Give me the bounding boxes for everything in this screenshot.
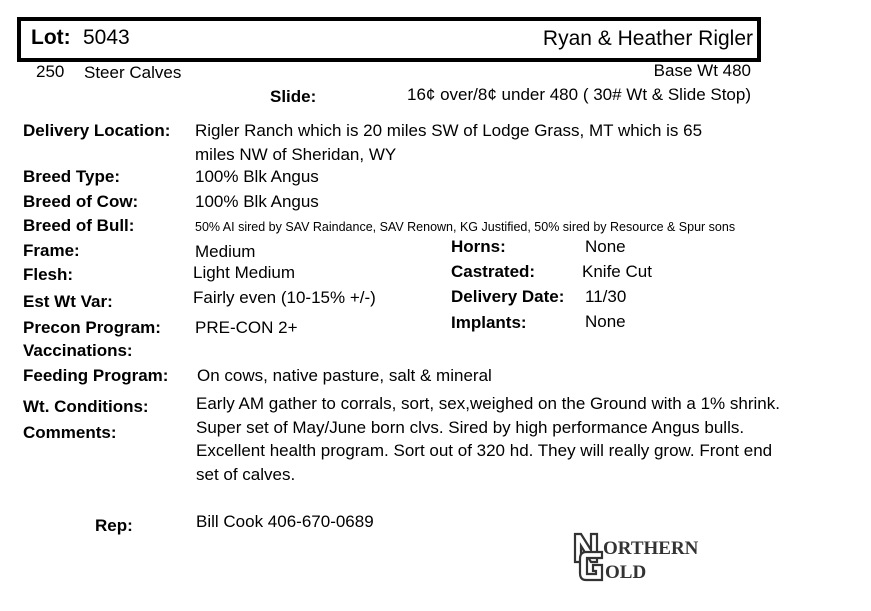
comments-line: set of calves. [196, 464, 296, 484]
northern-gold-logo [572, 532, 707, 584]
est-wt-var-label: Est Wt Var: [23, 292, 113, 311]
delivery-location-label: Delivery Location: [23, 121, 171, 140]
feeding-program-value: On cows, native pasture, salt & mineral [197, 366, 492, 385]
base-weight: Base Wt 480 [653, 61, 751, 80]
comments-line: Super set of May/June born clvs. Sired by high performance Angus bulls. [196, 417, 745, 437]
implants-value: None [585, 312, 626, 331]
castrated-label: Castrated: [451, 262, 536, 281]
rep-value: Bill Cook 406-670-0689 [196, 512, 374, 531]
delivery-location-line: Rigler Ranch which is 20 miles SW of Lodge Grass, MT which is 65 [195, 121, 703, 140]
horns-label: Horns: [451, 237, 506, 256]
wt-conditions-value: Early AM gather to corrals, sort, sex,weighed on the Ground with a 1% shrink. [196, 394, 780, 413]
est-wt-var-value: Fairly even (10-15% +/-) [193, 288, 376, 307]
frame-value: Medium [195, 242, 256, 261]
slide-value: 16¢ over/8¢ under 480 ( 30# Wt & Slide Stop) [407, 85, 751, 104]
flesh-label: Flesh: [23, 265, 74, 284]
calf-description: Steer Calves [84, 63, 182, 82]
northern-gold-logo-mark [572, 532, 707, 584]
frame-label: Frame: [23, 241, 80, 260]
horns-value: None [585, 237, 626, 256]
delivery-date-label: Delivery Date: [451, 287, 565, 306]
logo-text-northern: ORTHERN [603, 538, 699, 559]
head-count: 250 [36, 62, 65, 81]
logo-text-gold: OLD [605, 562, 647, 583]
slide-label: Slide: [270, 87, 317, 106]
flesh-value: Light Medium [193, 263, 296, 282]
delivery-date-value: 11/30 [585, 287, 627, 306]
vaccinations-label: Vaccinations: [23, 341, 133, 360]
lot-label: Lot: [31, 26, 71, 49]
lot-header [17, 17, 761, 62]
precon-program-label: Precon Program: [23, 318, 161, 337]
comments-label: Comments: [23, 423, 117, 442]
castrated-value: Knife Cut [582, 262, 652, 281]
delivery-location-line: miles NW of Sheridan, WY [195, 144, 397, 164]
breed-of-cow-label: Breed of Cow: [23, 192, 139, 211]
comments-line: Excellent health program. Sort out of 320 hd. They will really grow. Front end [196, 441, 773, 460]
rep-label: Rep: [95, 516, 133, 535]
feeding-program-label: Feeding Program: [23, 366, 169, 385]
conditions-and-comments [196, 392, 780, 486]
breed-type-label: Breed Type: [23, 167, 120, 186]
delivery-location-value [195, 119, 702, 166]
breed-of-cow-value: 100% Blk Angus [195, 192, 319, 211]
lot-number: 5043 [83, 26, 130, 49]
breed-of-bull-value: 50% AI sired by SAV Raindance, SAV Renown, KG Justified, 50% sired by Resource & Spur sons [195, 220, 736, 234]
breed-of-bull-label: Breed of Bull: [23, 216, 135, 235]
wt-conditions-label: Wt. Conditions: [23, 397, 149, 416]
implants-label: Implants: [451, 313, 527, 332]
seller-name: Ryan & Heather Rigler [542, 27, 753, 50]
breed-type-value: 100% Blk Angus [195, 167, 319, 186]
precon-program-value: PRE-CON 2+ [195, 318, 298, 337]
